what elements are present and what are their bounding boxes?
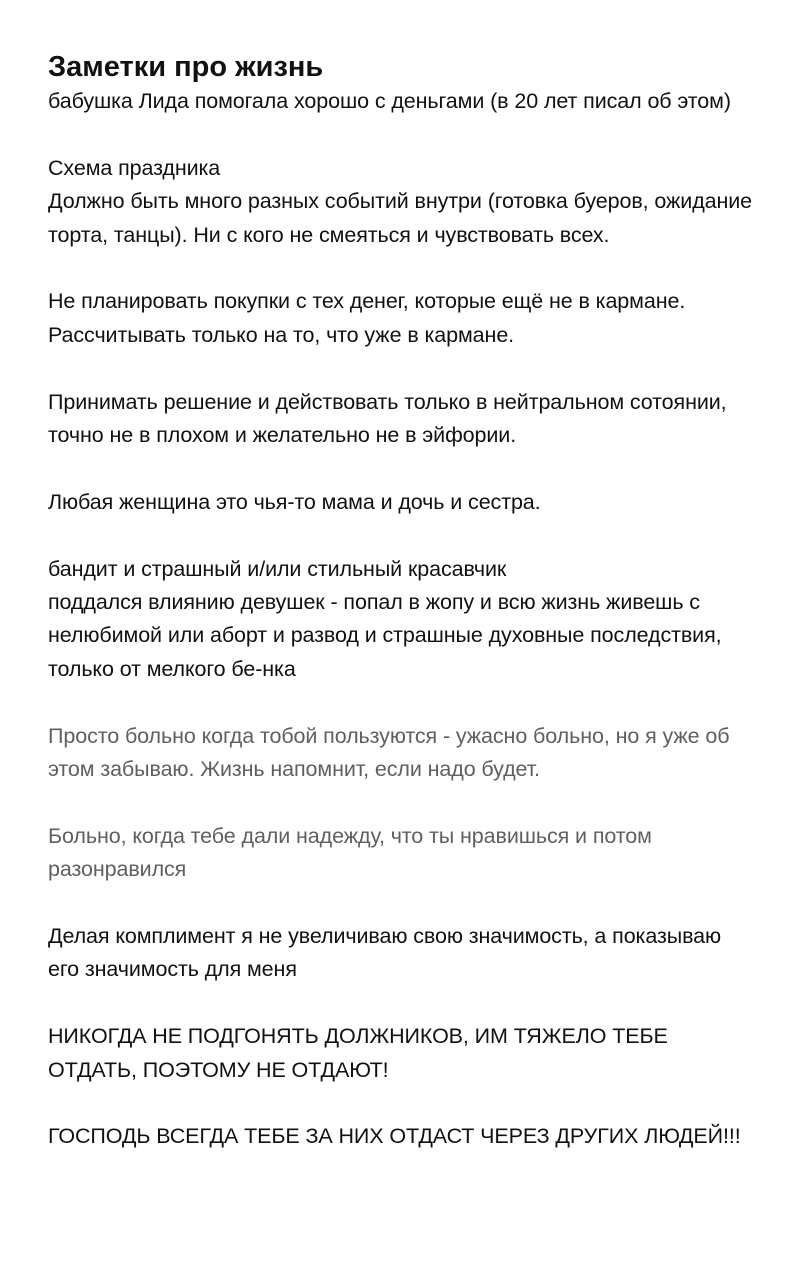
note-paragraph[interactable]: НИКОГДА НЕ ПОДГОНЯТЬ ДОЛЖНИКОВ, ИМ ТЯЖЕЛО ТЕБЕ ОТДАТЬ, ПОЭТОМУ НЕ ОТДАЮТ!: [48, 1024, 668, 1082]
note-paragraph[interactable]: Делая комплимент я не увеличиваю свою значимость, а показываю его значимость для меня: [48, 924, 722, 982]
note-paragraph[interactable]: Не планировать покупки с тех денег, которые ещё не в кармане. Рассчитывать только на то, что уже в кармане.: [48, 289, 686, 347]
note-paragraph-muted[interactable]: Больно, когда тебе дали надежду, что ты нравишься и потом разонравился: [48, 823, 652, 882]
paragraph-spacer: [48, 786, 757, 819]
note-paragraph[interactable]: Схема праздника: [48, 155, 221, 180]
paragraph-spacer: [48, 887, 757, 920]
paragraph-spacer: [48, 118, 757, 151]
paragraph-spacer: [48, 352, 757, 385]
note-title[interactable]: Заметки про жизнь: [48, 51, 324, 83]
note-paragraph-muted[interactable]: Просто больно когда тобой пользуются - ужасно больно, но я уже об этом забываю. Жизнь напомнит, если надо будет.: [48, 723, 730, 782]
note-paragraph[interactable]: Должно быть много разных событий внутри (готовка буеров, ожидание торта, танцы). Ни с кого не смеяться и чувствовать всех.: [48, 189, 753, 247]
note-paragraph[interactable]: бандит и страшный и/или стильный красавчик: [48, 556, 507, 581]
note-paragraph[interactable]: Любая женщина это чья-то мама и дочь и сестра.: [48, 489, 541, 514]
paragraph-spacer: [48, 519, 757, 552]
note-paragraph[interactable]: бабушка Лида помогала хорошо с деньгами (в 20 лет писал об этом): [48, 89, 731, 113]
note-paragraph[interactable]: Принимать решение и действовать только в нейтральном сотоянии, точно не в плохом и желательно не в эйфории.: [48, 389, 727, 448]
paragraph-spacer: [48, 252, 757, 285]
paragraph-spacer: [48, 987, 757, 1020]
paragraph-spacer: [48, 686, 757, 719]
paragraph-spacer: [48, 452, 757, 485]
paragraph-spacer: [48, 1087, 757, 1120]
note-paragraph[interactable]: поддался влиянию девушек - попал в жопу и всю жизнь живешь с нелюбимой или аборт и развод и страшные духовные последствия, только от мелкого бе-нка: [48, 590, 722, 681]
note-paragraph[interactable]: ГОСПОДЬ ВСЕГДА ТЕБЕ ЗА НИХ ОТДАСТ ЧЕРЕЗ ДРУГИХ ЛЮДЕЙ!!!: [48, 1124, 741, 1149]
